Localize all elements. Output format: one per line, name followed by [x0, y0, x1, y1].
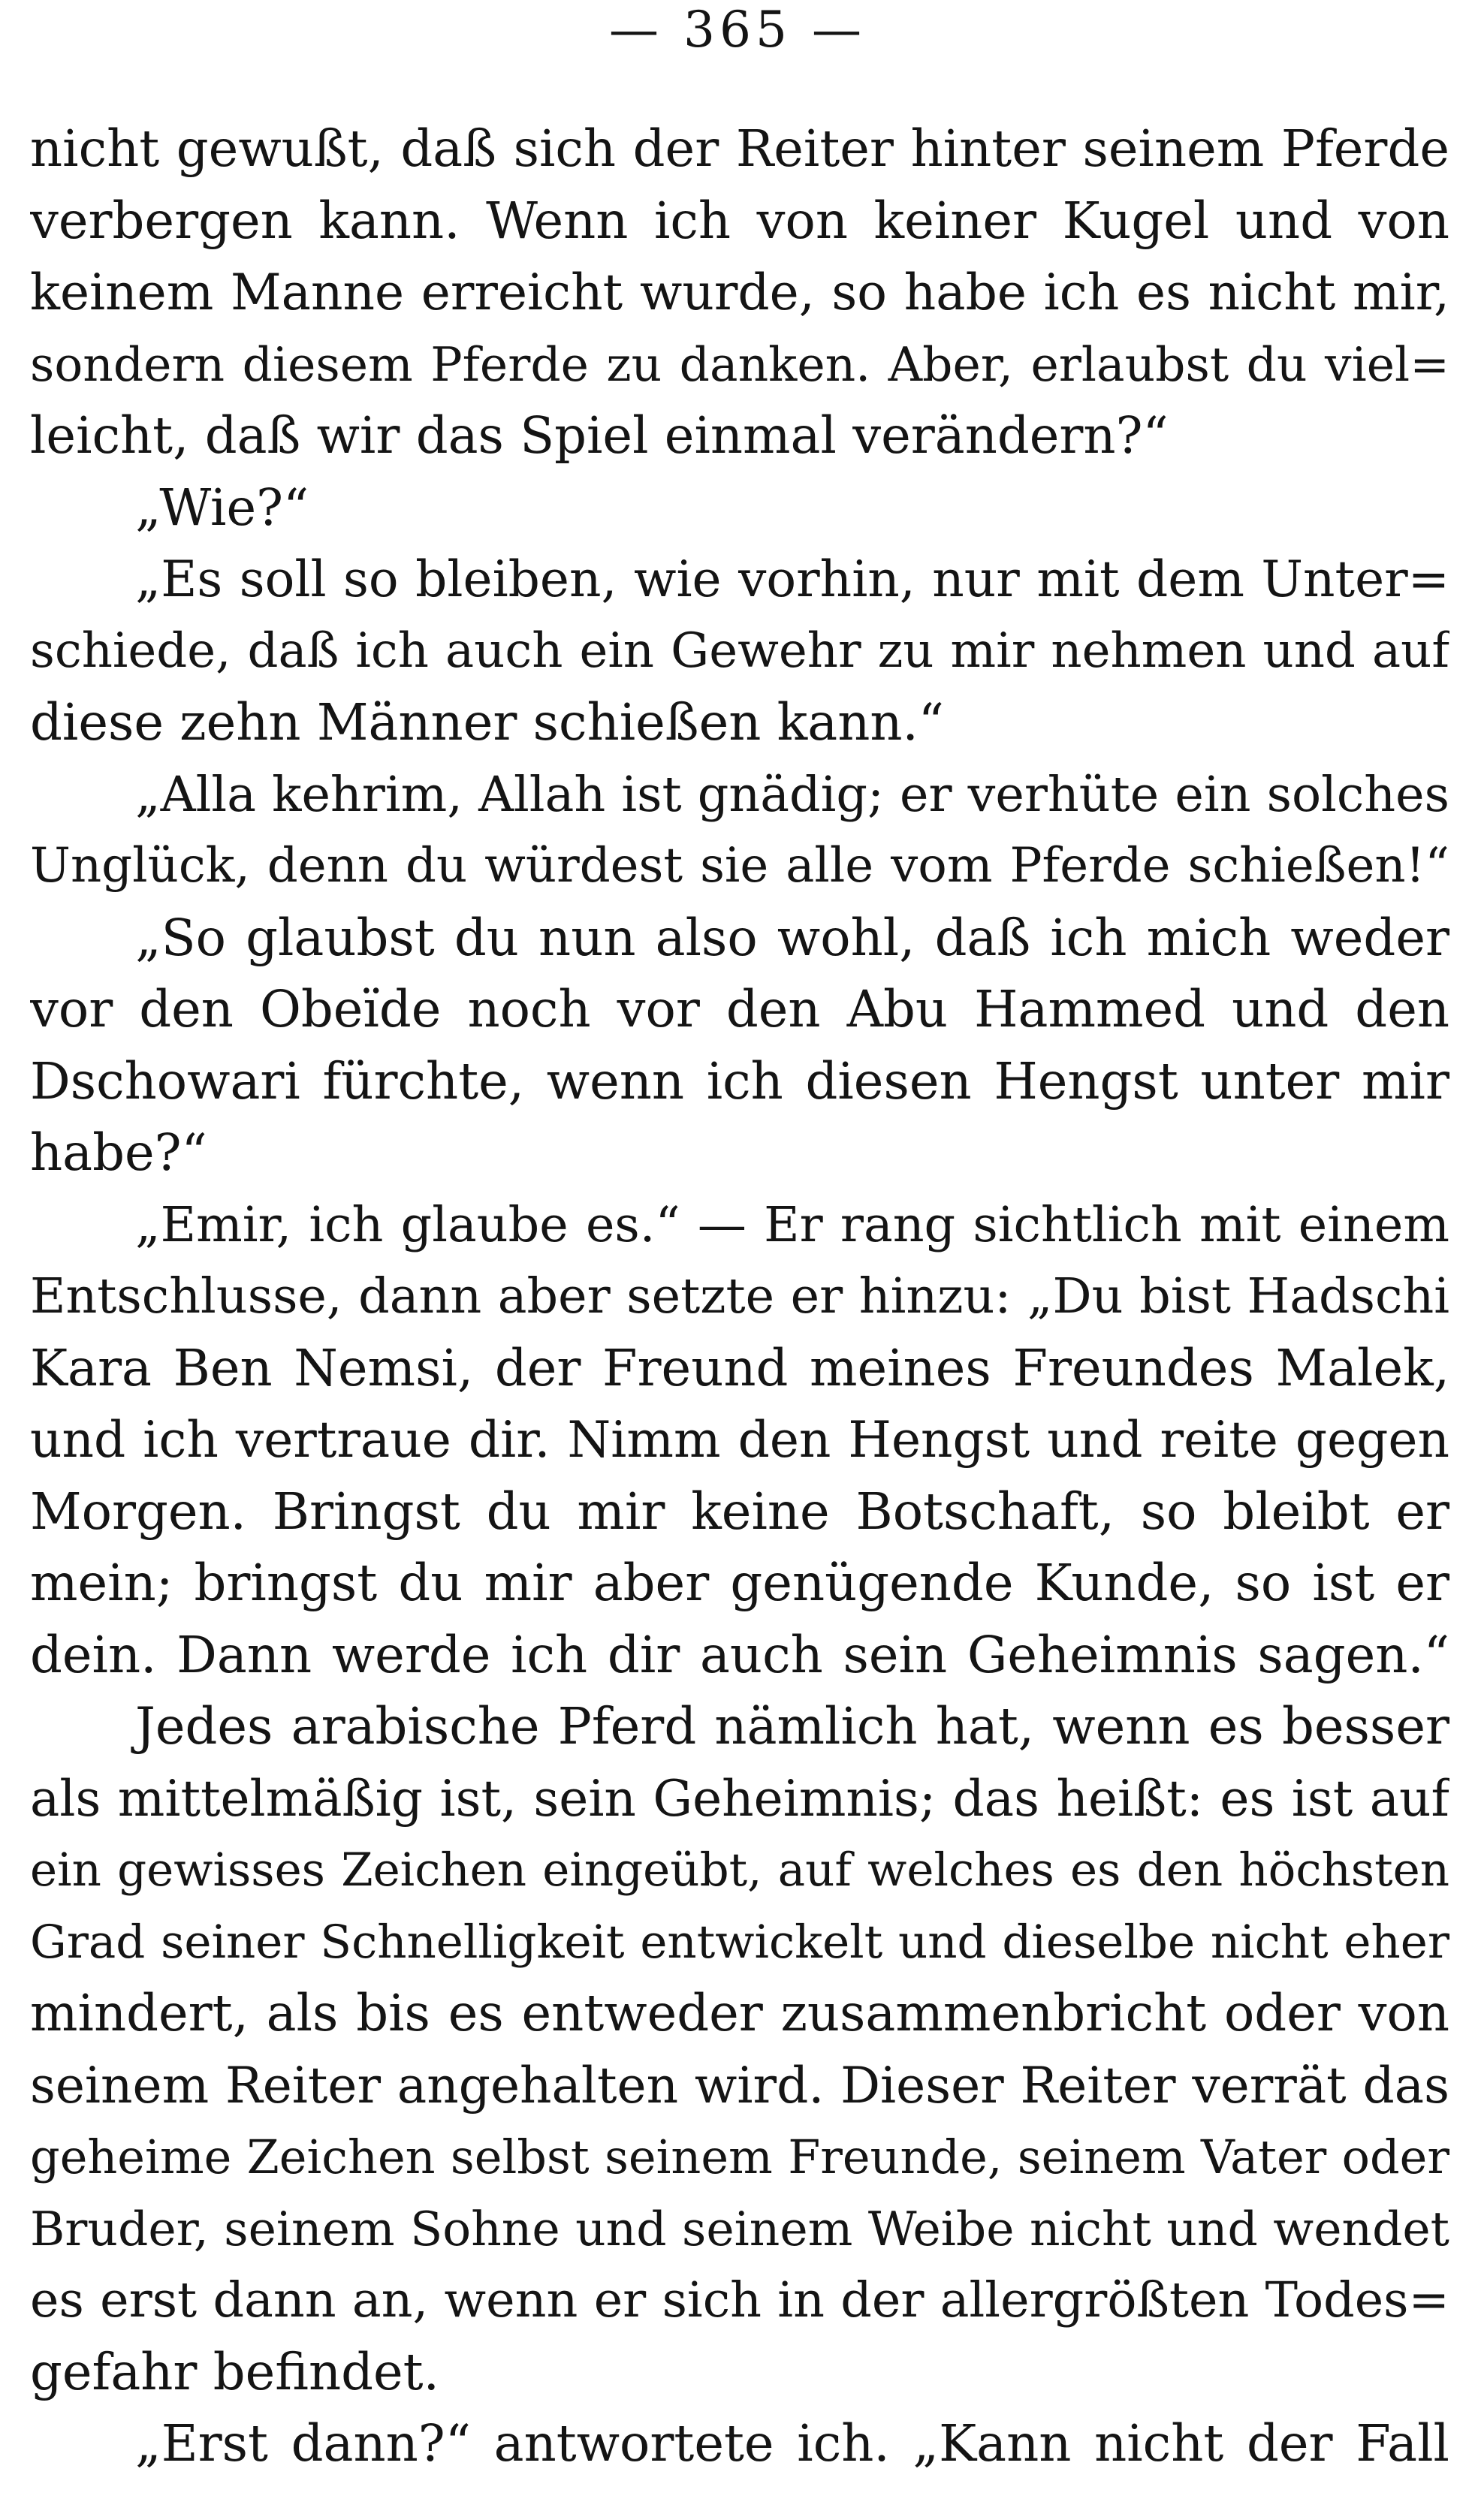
text-line: „Emir, ich glaube es.“ — Er rang sichtlich mit einem [135, 1196, 1449, 1253]
text-line: „Wie?“ [135, 478, 309, 537]
text-line: es erst dann an, wenn er sich in der allergrößten Todes= [30, 2272, 1449, 2329]
text-line: mindert, als bis es entweder zusammenbricht oder von [30, 1984, 1449, 2042]
text-line: und ich vertraue dir. Nimm den Hengst und reite gegen [30, 1411, 1449, 1469]
text-line: Dschowari fürchte, wenn ich diesen Hengst unter mir [30, 1051, 1449, 1111]
text-line: Grad seiner Schnelligkeit entwickelt und dieselbe nicht eher [30, 1915, 1449, 1969]
text-line: dein. Dann werde ich dir auch sein Geheimnis sagen.“ [30, 1625, 1449, 1684]
text-line: verbergen kann. Wenn ich von keiner Kugel und von [30, 191, 1449, 250]
text-line: Kara Ben Nemsi, der Freund meines Freundes Malek, [30, 1338, 1449, 1397]
text-line: habe?“ [30, 1123, 207, 1182]
text-line: diese zehn Männer schießen kann.“ [30, 693, 945, 752]
text-line: mein; bringst du mir aber genügende Kunde, so ist er [30, 1554, 1449, 1612]
text-line: Bruder, seinem Sohne und seinem Weibe nicht und wendet [30, 2201, 1449, 2256]
page-number: — 365 — [609, 1, 866, 59]
text-line: keinem Manne erreicht wurde, so habe ich es nicht mir, [30, 264, 1449, 321]
text-line: sondern diesem Pferde zu danken. Aber, erlaubst du viel= [30, 336, 1449, 392]
body-text [30, 113, 1449, 2480]
text-line: ein gewisses Zeichen eingeübt, auf welches es den höchsten [30, 1843, 1449, 1897]
text-line: „Alla kehrim, Allah ist gnädig; er verhüte ein solches [135, 766, 1449, 823]
text-line: Jedes arabische Pferd nämlich hat, wenn es besser [135, 1697, 1449, 1756]
text-line: als mittelmäßig ist, sein Geheimnis; das heißt: es ist auf [30, 1769, 1449, 1828]
text-line: Unglück, denn du würdest sie alle vom Pferde schießen!“ [30, 838, 1449, 894]
text-line: Entschlusse, dann aber setzte er hinzu: „Du bist Hadschi [30, 1268, 1449, 1325]
text-line: leicht, daß wir das Spiel einmal verändern?“ [30, 406, 1169, 465]
text-line: nicht gewußt, daß sich der Reiter hinter seinem Pferde [30, 119, 1449, 178]
text-line: gefahr befindet. [30, 2342, 439, 2401]
text-line: geheime Zeichen selbst seinem Freunde, seinem Vater oder [30, 2130, 1449, 2184]
text-line: Morgen. Bringst du mir keine Botschaft, so bleibt er [30, 1482, 1449, 1541]
text-line: vor den Obeïde noch vor den Abu Hammed und den [30, 980, 1449, 1038]
text-line: „So glaubst du nun also wohl, daß ich mich weder [135, 908, 1449, 967]
text-line: seinem Reiter angehalten wird. Dieser Reiter verrät das [30, 2056, 1449, 2115]
text-line: schiede, daß ich auch ein Gewehr zu mir nehmen und auf [30, 622, 1449, 679]
text-line: „Es soll so bleiben, wie vorhin, nur mit dem Unter= [135, 550, 1449, 608]
text-line: „Erst dann?“ antwortete ich. „Kann nicht der Fall [135, 2414, 1449, 2473]
